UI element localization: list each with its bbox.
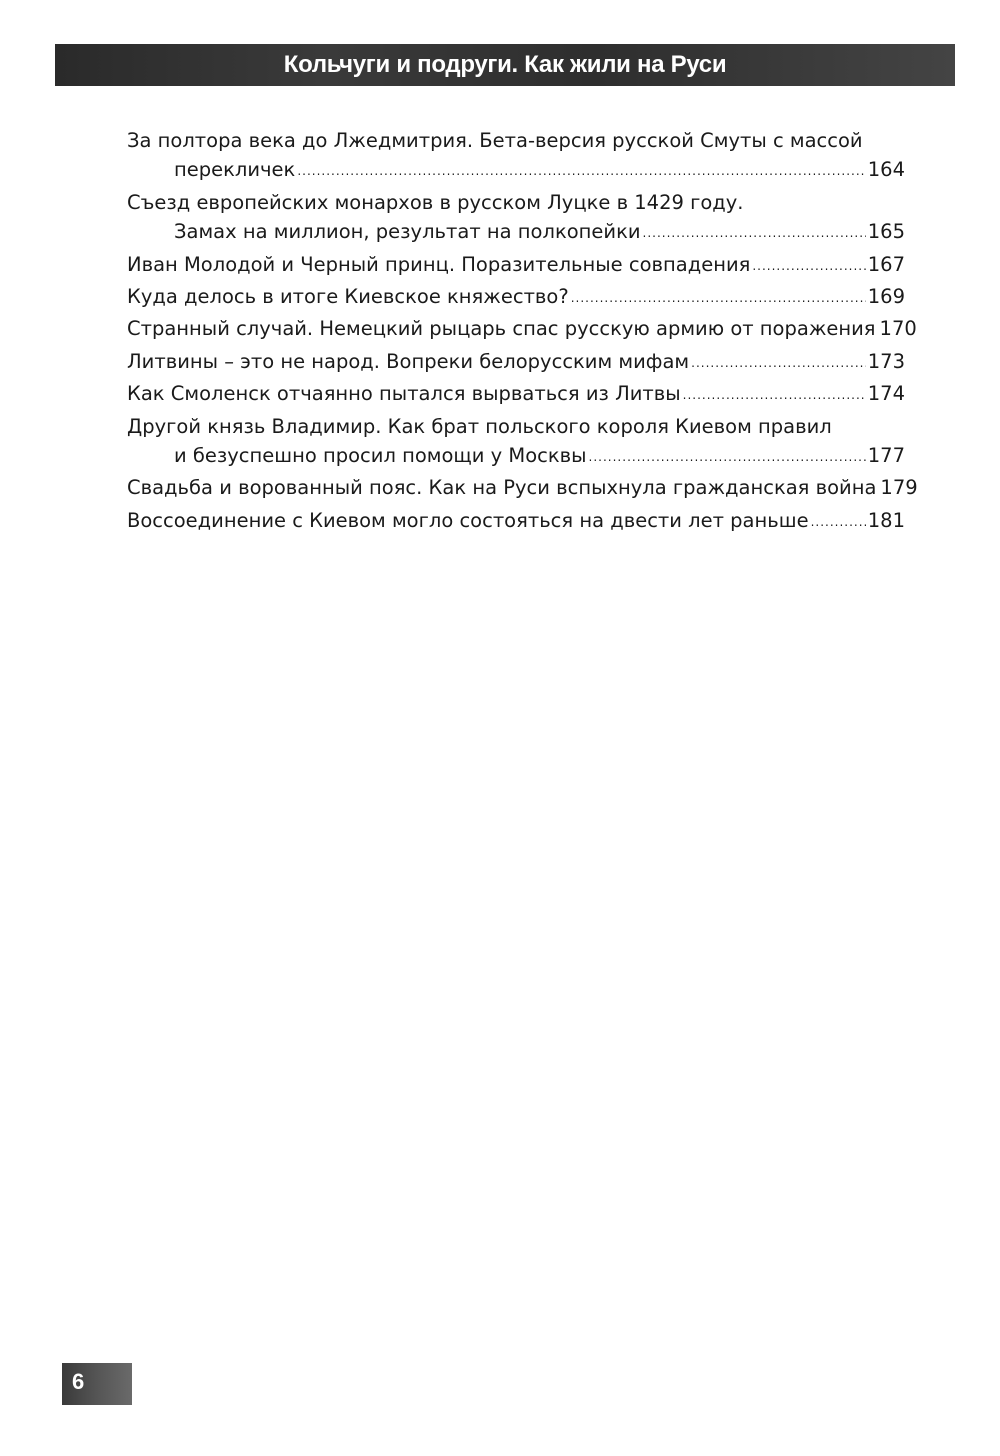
dot-leader: [297, 157, 865, 186]
toc-entry-title-line: перекличек: [174, 158, 296, 182]
toc-entry[interactable]: [127, 188, 905, 250]
toc-entry[interactable]: [127, 347, 905, 379]
toc-entry-title-line: За полтора века до Лжедмитрия. Бета-версия русской Смуты с массой: [127, 129, 863, 152]
toc-entry[interactable]: [127, 126, 905, 188]
toc-page-number: 167: [867, 252, 905, 276]
toc-entry-title-line: Съезд европейских монархов в русском Луцке в 1429 году.: [127, 190, 744, 214]
toc-entry[interactable]: [127, 314, 917, 346]
dot-leader: [752, 252, 865, 281]
toc-page-number: 170: [879, 317, 917, 341]
running-header: [55, 44, 955, 86]
toc-entry-title-line: Свадьба и ворованный пояс. Как на Руси вспыхнула гражданская война: [127, 476, 877, 500]
dot-leader: [589, 443, 866, 472]
toc-entry[interactable]: [127, 473, 918, 505]
toc-entry[interactable]: [127, 412, 905, 474]
toc-page-number: 165: [867, 220, 905, 244]
toc-page-number: 164: [867, 158, 905, 182]
toc-entry-title-line: Как Смоленск отчаянно пытался вырваться из Литвы: [127, 382, 681, 406]
dot-leader: [683, 381, 866, 410]
dot-leader: [691, 349, 866, 378]
toc-entry-title-line: Литвины – это не народ. Вопреки белорусским мифам: [127, 349, 690, 373]
toc-page-number: 179: [880, 476, 918, 500]
toc-entry-title-line: и безуспешно просил помощи у Москвы: [174, 444, 587, 468]
dot-leader: [643, 219, 866, 248]
page-number-box: [62, 1363, 132, 1405]
toc-entry-title-line: Воссоединение с Киевом могло состояться на двести лет раньше: [127, 508, 809, 532]
toc-entry-title-line: Куда делось в итоге Киевское княжество?: [127, 285, 569, 309]
toc-page-number: 174: [867, 382, 905, 406]
dot-leader: [811, 508, 866, 537]
toc-entry[interactable]: [127, 506, 905, 538]
toc-page-number: 169: [867, 285, 905, 309]
toc-entry-title-line: Другой князь Владимир. Как брат польского короля Киевом правил: [127, 414, 832, 438]
book-title: Кольчуги и подруги. Как жили на Руси: [283, 51, 727, 78]
toc-page-number: 173: [867, 349, 905, 373]
toc-entry-title-line: Странный случай. Немецкий рыцарь спас русскую армию от поражения: [127, 317, 876, 341]
dot-leader: [571, 284, 866, 313]
table-of-contents: [127, 126, 918, 538]
toc-page-number: 181: [867, 508, 905, 532]
toc-page-number: 177: [867, 444, 905, 468]
toc-entry-title-line: Замах на миллион, результат на полкопейки: [174, 220, 641, 244]
toc-entry-title-line: Иван Молодой и Черный принц. Поразительные совпадения: [127, 252, 751, 276]
toc-entry[interactable]: [127, 282, 905, 314]
toc-entry[interactable]: [127, 250, 905, 282]
page-number: 6: [72, 1369, 85, 1394]
toc-entry[interactable]: [127, 379, 905, 411]
